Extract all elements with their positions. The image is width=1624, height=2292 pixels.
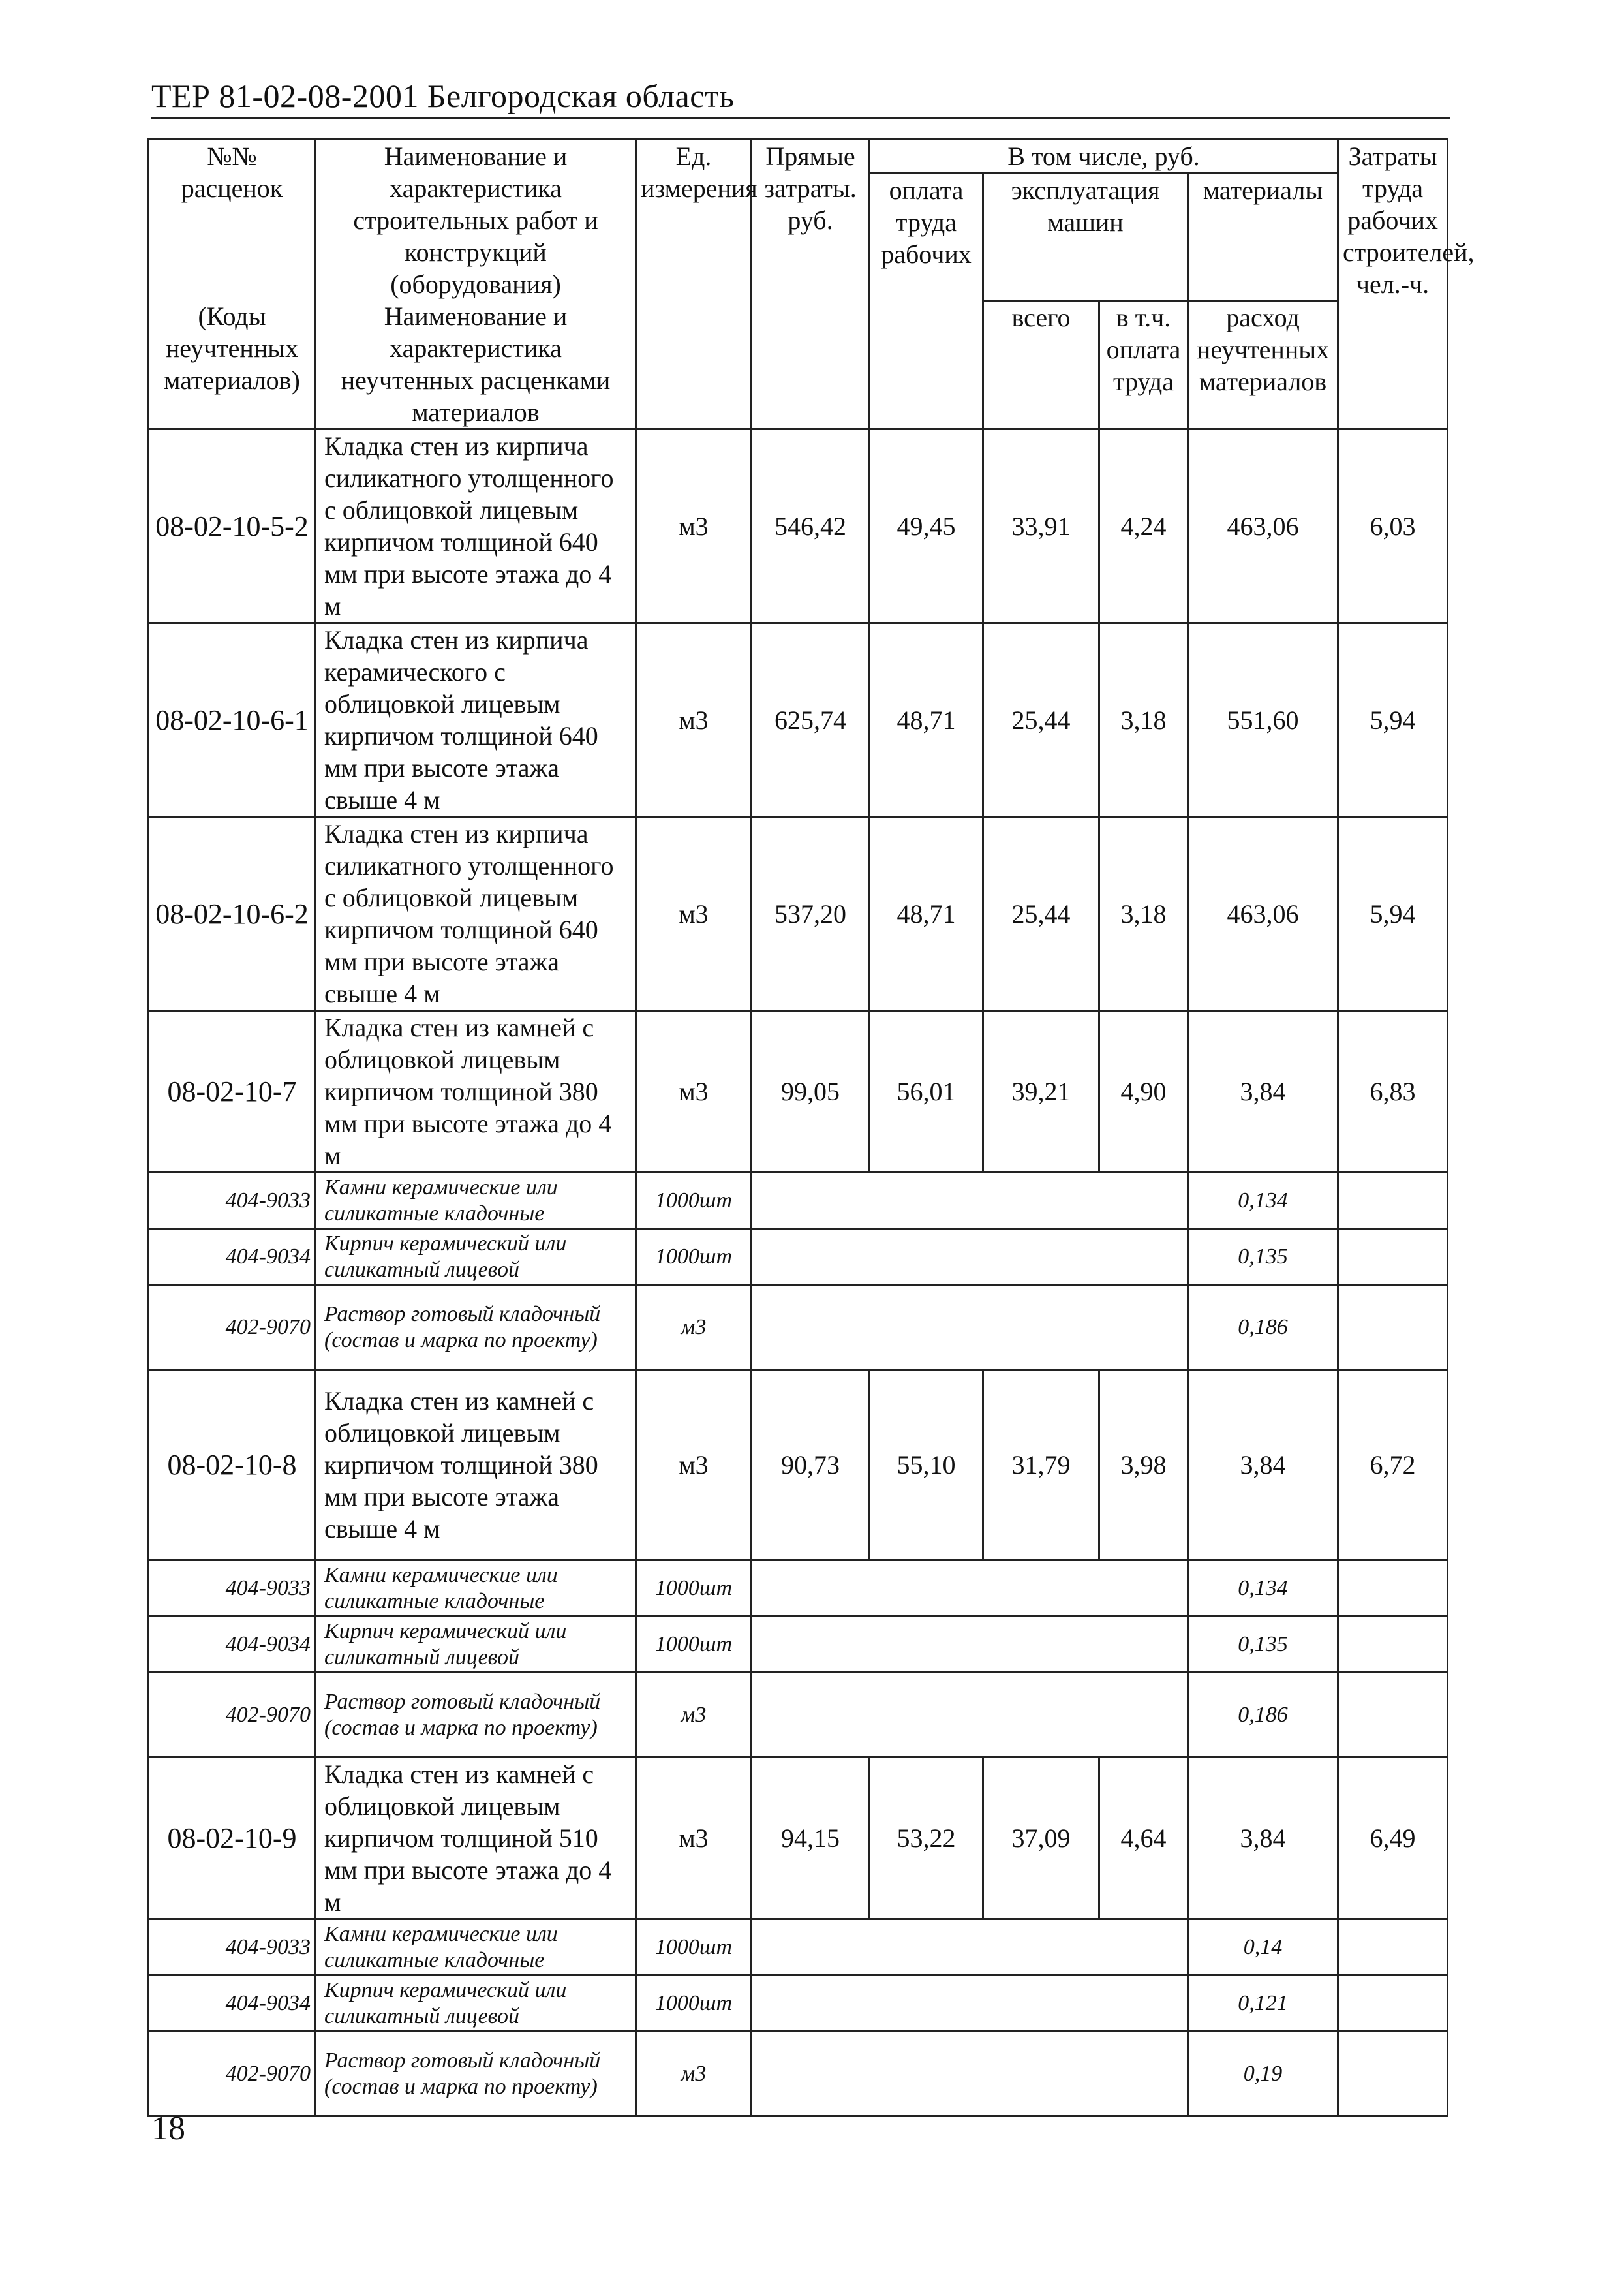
material-row <box>149 1229 1448 1285</box>
header-machines-total: всего <box>983 300 1099 429</box>
empty-labor-cell <box>1338 1560 1448 1617</box>
rate-row <box>149 623 1448 817</box>
labor-cell: 6,03 <box>1338 429 1448 623</box>
header-worker-pay: оплата труда рабочих <box>870 174 983 429</box>
machines-incl-pay-cell: 4,64 <box>1099 1758 1188 1919</box>
rate-code: 08-02-10-5-2 <box>149 429 316 623</box>
material-unit: 1000шт <box>636 1975 752 2032</box>
work-description: Кладка стен из камней с облицовкой лицевым кирпичом толщиной 510 мм при высоте этажа до 4 м <box>316 1758 636 1919</box>
machines-incl-pay-cell: 4,24 <box>1099 429 1188 623</box>
empty-labor-cell <box>1338 1285 1448 1370</box>
empty-cost-cells <box>752 1617 1188 1673</box>
labor-cell: 6,72 <box>1338 1370 1448 1560</box>
work-description: Кладка стен из камней с облицовкой лицевым кирпичом толщиной 380 мм при высоте этажа до 4 м <box>316 1011 636 1173</box>
worker-pay-cell: 48,71 <box>870 623 983 817</box>
rate-code: 08-02-10-9 <box>149 1758 316 1919</box>
rate-code: 08-02-10-6-1 <box>149 623 316 817</box>
labor-cell: 5,94 <box>1338 623 1448 817</box>
header-rule <box>151 117 1450 119</box>
machines-total-cell: 33,91 <box>983 429 1099 623</box>
machines-incl-pay-cell: 4,90 <box>1099 1011 1188 1173</box>
material-row <box>149 1617 1448 1673</box>
material-description: Камни керамические или силикатные кладочные <box>316 1919 636 1975</box>
worker-pay-cell: 53,22 <box>870 1758 983 1919</box>
machines-incl-pay-cell: 3,18 <box>1099 623 1188 817</box>
unit-cell: м3 <box>636 623 752 817</box>
material-code: 404-9033 <box>149 1173 316 1229</box>
empty-labor-cell <box>1338 1173 1448 1229</box>
material-description: Кирпич керамический или силикатный лицевой <box>316 1617 636 1673</box>
worker-pay-cell: 49,45 <box>870 429 983 623</box>
labor-cell: 6,83 <box>1338 1011 1448 1173</box>
material-unit: 1000шт <box>636 1173 752 1229</box>
material-quantity: 0,135 <box>1188 1617 1338 1673</box>
material-description: Раствор готовый кладочный (состав и марка по проекту) <box>316 1285 636 1370</box>
materials-cell: 463,06 <box>1188 429 1338 623</box>
header-direct-costs: Прямые затраты. руб. <box>752 140 870 429</box>
materials-cell: 3,84 <box>1188 1011 1338 1173</box>
direct-costs-cell: 625,74 <box>752 623 870 817</box>
empty-labor-cell <box>1338 1975 1448 2032</box>
work-description: Кладка стен из кирпича керамического с облицовкой лицевым кирпичом толщиной 640 мм при высоте этажа свыше 4 м <box>316 623 636 817</box>
machines-total-cell: 25,44 <box>983 817 1099 1011</box>
empty-cost-cells <box>752 1975 1188 2032</box>
worker-pay-cell: 56,01 <box>870 1011 983 1173</box>
material-row <box>149 1173 1448 1229</box>
direct-costs-cell: 90,73 <box>752 1370 870 1560</box>
rate-row <box>149 1370 1448 1560</box>
unit-cell: м3 <box>636 1758 752 1919</box>
machines-total-cell: 39,21 <box>983 1011 1099 1173</box>
header-labor: Затраты труда рабочих строителей, чел.-ч. <box>1338 140 1448 429</box>
unit-cell: м3 <box>636 1370 752 1560</box>
header-row-1 <box>149 140 1448 174</box>
material-code: 404-9034 <box>149 1617 316 1673</box>
materials-cell: 3,84 <box>1188 1758 1338 1919</box>
material-quantity: 0,186 <box>1188 1285 1338 1370</box>
work-description: Кладка стен из кирпича силикатного утолщенного с облицовкой лицевым кирпичом толщиной 640 мм при высоте этажа до 4 м <box>316 429 636 623</box>
header-machines-incl-pay: в т.ч. оплата труда <box>1099 300 1188 429</box>
material-quantity: 0,134 <box>1188 1560 1338 1617</box>
rate-row <box>149 817 1448 1011</box>
material-code: 402-9070 <box>149 1673 316 1758</box>
empty-cost-cells <box>752 1229 1188 1285</box>
empty-cost-cells <box>752 1919 1188 1975</box>
rate-row <box>149 1011 1448 1173</box>
empty-cost-cells <box>752 1173 1188 1229</box>
material-row <box>149 1919 1448 1975</box>
material-unit: 1000шт <box>636 1617 752 1673</box>
header-code-2: (Коды неучтенных материалов) <box>149 300 316 429</box>
header-name-2: Наименование и характеристика неучтенных расценками материалов <box>316 300 636 429</box>
material-row <box>149 2032 1448 2116</box>
material-quantity: 0,121 <box>1188 1975 1338 2032</box>
header-code-1: №№ расценок <box>149 140 316 301</box>
material-row <box>149 1673 1448 1758</box>
empty-cost-cells <box>752 1560 1188 1617</box>
empty-labor-cell <box>1338 1919 1448 1975</box>
material-quantity: 0,134 <box>1188 1173 1338 1229</box>
header-name-1: Наименование и характеристика строительных работ и конструкций (оборудования) <box>316 140 636 301</box>
material-code: 404-9034 <box>149 1975 316 2032</box>
material-description: Камни керамические или силикатные кладочные <box>316 1173 636 1229</box>
direct-costs-cell: 537,20 <box>752 817 870 1011</box>
material-row <box>149 1560 1448 1617</box>
material-code: 402-9070 <box>149 2032 316 2116</box>
unit-cell: м3 <box>636 429 752 623</box>
page-number: 18 <box>151 2110 185 2147</box>
machines-total-cell: 25,44 <box>983 623 1099 817</box>
empty-cost-cells <box>752 1673 1188 1758</box>
rate-code: 08-02-10-7 <box>149 1011 316 1173</box>
material-unit: 1000шт <box>636 1919 752 1975</box>
header-unit: Ед. измерения <box>636 140 752 429</box>
unit-cell: м3 <box>636 817 752 1011</box>
machines-total-cell: 37,09 <box>983 1758 1099 1919</box>
material-unit: м3 <box>636 2032 752 2116</box>
material-quantity: 0,14 <box>1188 1919 1338 1975</box>
unit-cell: м3 <box>636 1011 752 1173</box>
material-description: Раствор готовый кладочный (состав и марка по проекту) <box>316 1673 636 1758</box>
work-description: Кладка стен из камней с облицовкой лицевым кирпичом толщиной 380 мм при высоте этажа свыше 4 м <box>316 1370 636 1560</box>
material-description: Камни керамические или силикатные кладочные <box>316 1560 636 1617</box>
labor-cell: 5,94 <box>1338 817 1448 1011</box>
labor-cell: 6,49 <box>1338 1758 1448 1919</box>
rate-row <box>149 1758 1448 1919</box>
rate-code: 08-02-10-6-2 <box>149 817 316 1011</box>
material-code: 404-9033 <box>149 1919 316 1975</box>
material-row <box>149 1285 1448 1370</box>
direct-costs-cell: 546,42 <box>752 429 870 623</box>
rate-row <box>149 429 1448 623</box>
rates-table <box>147 138 1475 2117</box>
material-description: Раствор готовый кладочный (состав и марка по проекту) <box>316 2032 636 2116</box>
work-description: Кладка стен из кирпича силикатного утолщенного с облицовкой лицевым кирпичом толщиной 640 мм при высоте этажа свыше 4 м <box>316 817 636 1011</box>
empty-labor-cell <box>1338 2032 1448 2116</box>
empty-labor-cell <box>1338 1617 1448 1673</box>
direct-costs-cell: 99,05 <box>752 1011 870 1173</box>
document-header: ТЕР 81-02-08-2001 Белгородская область <box>151 78 735 114</box>
material-quantity: 0,135 <box>1188 1229 1338 1285</box>
header-material-consumption: расход неучтенных материалов <box>1188 300 1338 429</box>
header-materials: материалы <box>1188 174 1338 301</box>
material-quantity: 0,19 <box>1188 2032 1338 2116</box>
materials-cell: 3,84 <box>1188 1370 1338 1560</box>
material-code: 404-9034 <box>149 1229 316 1285</box>
empty-cost-cells <box>752 1285 1188 1370</box>
machines-total-cell: 31,79 <box>983 1370 1099 1560</box>
materials-cell: 463,06 <box>1188 817 1338 1011</box>
material-unit: м3 <box>636 1673 752 1758</box>
direct-costs-cell: 94,15 <box>752 1758 870 1919</box>
machines-incl-pay-cell: 3,18 <box>1099 817 1188 1011</box>
worker-pay-cell: 48,71 <box>870 817 983 1011</box>
material-code: 404-9033 <box>149 1560 316 1617</box>
empty-labor-cell <box>1338 1673 1448 1758</box>
header-including: В том числе, руб. <box>870 140 1338 174</box>
material-row <box>149 1975 1448 2032</box>
material-code: 402-9070 <box>149 1285 316 1370</box>
machines-incl-pay-cell: 3,98 <box>1099 1370 1188 1560</box>
material-description: Кирпич керамический или силикатный лицевой <box>316 1975 636 2032</box>
header-machines: эксплуатация машин <box>983 174 1188 301</box>
material-unit: 1000шт <box>636 1229 752 1285</box>
rate-code: 08-02-10-8 <box>149 1370 316 1560</box>
empty-cost-cells <box>752 2032 1188 2116</box>
material-quantity: 0,186 <box>1188 1673 1338 1758</box>
worker-pay-cell: 55,10 <box>870 1370 983 1560</box>
empty-labor-cell <box>1338 1229 1448 1285</box>
material-description: Кирпич керамический или силикатный лицевой <box>316 1229 636 1285</box>
material-unit: 1000шт <box>636 1560 752 1617</box>
material-unit: м3 <box>636 1285 752 1370</box>
materials-cell: 551,60 <box>1188 623 1338 817</box>
